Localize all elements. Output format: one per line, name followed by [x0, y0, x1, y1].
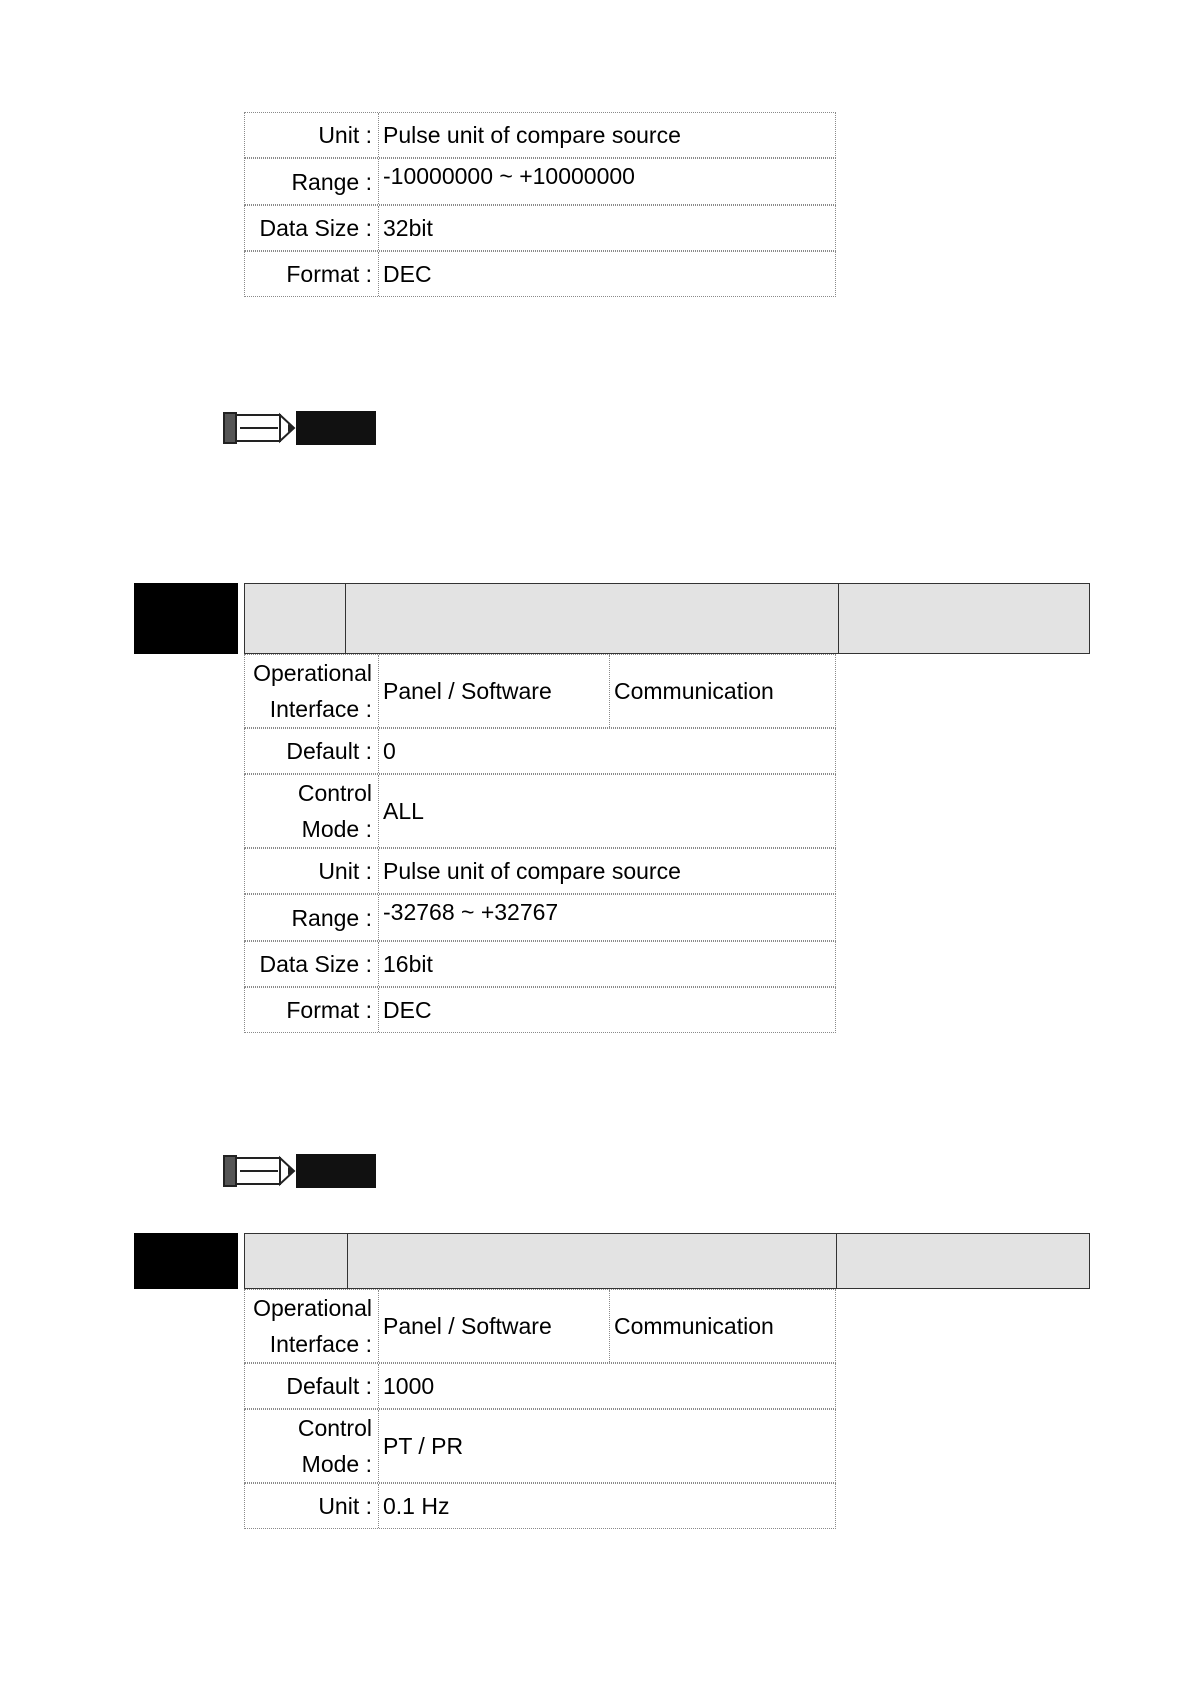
note-label-block	[296, 1154, 376, 1188]
interface-row	[244, 1289, 836, 1363]
parameter-tag	[134, 1233, 238, 1289]
pencil-note-icon	[222, 1153, 296, 1189]
range-row	[244, 158, 836, 205]
interface-communication: Communication	[614, 677, 774, 704]
data-size-row	[244, 205, 836, 251]
header-cell-name	[347, 1234, 837, 1288]
parameter-header	[244, 1233, 1090, 1289]
unit-label: Unit :	[245, 849, 379, 893]
header-cell-code	[245, 584, 346, 653]
data-size-label: Data Size :	[245, 942, 379, 986]
unit-value: Pulse unit of compare source	[383, 857, 681, 884]
unit-label: Unit :	[245, 113, 379, 157]
format-value: DEC	[383, 996, 432, 1023]
interface-label: Operational Interface :	[245, 1290, 379, 1362]
range-row	[244, 894, 836, 941]
unit-value: Pulse unit of compare source	[383, 121, 681, 148]
default-value: 1000	[383, 1372, 435, 1399]
interface-communication: Communication	[614, 1312, 774, 1339]
note-marker	[222, 410, 378, 446]
unit-label: Unit :	[245, 1484, 379, 1528]
control-mode-label: Control Mode :	[245, 775, 379, 847]
data-size-label: Data Size :	[245, 206, 379, 250]
control-mode-row	[244, 774, 836, 848]
default-label: Default :	[245, 729, 379, 773]
parameter-header	[244, 583, 1090, 654]
control-mode-value: ALL	[383, 797, 424, 824]
control-mode-value: PT / PR	[383, 1432, 464, 1459]
format-label: Format :	[245, 252, 379, 296]
control-mode-label: Control Mode :	[245, 1410, 379, 1482]
control-mode-row	[244, 1409, 836, 1483]
interface-panel-software: Panel / Software	[379, 1290, 610, 1362]
note-label-block	[296, 411, 376, 445]
format-value: DEC	[383, 260, 432, 287]
interface-row	[244, 654, 836, 728]
interface-panel-software: Panel / Software	[379, 655, 610, 727]
interface-label: Operational Interface :	[245, 655, 379, 727]
unit-row	[244, 848, 836, 894]
range-label: Range :	[245, 159, 379, 204]
format-label: Format :	[245, 988, 379, 1032]
format-row	[244, 987, 836, 1033]
unit-row	[244, 112, 836, 158]
parameter-tag	[134, 583, 238, 654]
header-cell-code	[245, 1234, 348, 1288]
default-label: Default :	[245, 1364, 379, 1408]
note-marker	[222, 1153, 378, 1189]
data-size-value: 32bit	[383, 214, 433, 241]
pencil-note-icon	[222, 410, 296, 446]
default-value: 0	[383, 737, 396, 764]
default-row	[244, 728, 836, 774]
unit-value: 0.1 Hz	[383, 1492, 450, 1519]
range-label: Range :	[245, 895, 379, 940]
range-value: -32768 ~ +32767	[383, 899, 559, 925]
default-row	[244, 1363, 836, 1409]
range-value: -10000000 ~ +10000000	[383, 163, 635, 189]
data-size-row	[244, 941, 836, 987]
header-cell-name	[345, 584, 839, 653]
unit-row	[244, 1483, 836, 1529]
data-size-value: 16bit	[383, 950, 433, 977]
format-row	[244, 251, 836, 297]
